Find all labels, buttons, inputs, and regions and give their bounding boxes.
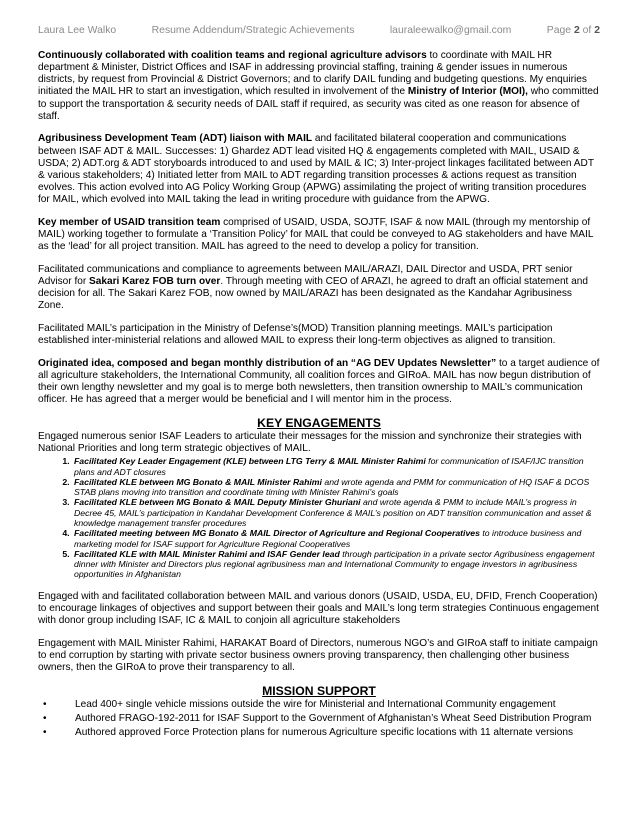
engagement-anti-corruption: Engagement with MAIL Minister Rahimi, HARAKAT Board of Directors, numerous NGO’s and GIRoA staff to initiate campaign to end corruption by starting with private sector business owners proving transparency, then challenging other business owners, then the GIRoA to prove their transparency to all. <box>38 637 598 674</box>
page-header <box>38 0 600 38</box>
list-item: 1. Facilitated Key Leader Engagement (KLE) between LTG Terry & MAIL Minister Rahimi for communication of ISAF/IJC transition plans and ADT closures <box>72 456 600 477</box>
achievement-adt-liaison: Agribusiness Development Team (ADT) liaison with MAIL and facilitated bilateral cooperation and communications between ISAF ADT & MAIL. Successes: 1) Ghardez ADT lead visited HQ & engagements completed with MAIL, USAID & USDA; 2) ADT.org & ADT storyboards introduced to and used by MAIL & IC; 3) Inter-project linkages facilitated between ADT & various stakeholders; 4) Initiated letter from MAIL to ADT regarding transition processes & actions request as transition evolves. This action evolved into AG Policy Working Group (APWG) assimilating the project of writing transition procedures for MAIL, which evolved into MAIL taking the lead in writing procedure with guidance from the APWG. <box>38 133 594 206</box>
engagement-donors: Engaged with and facilitated collaboration between MAIL and various donors (USAID, USDA, EU, DFID, French Cooperation) to encourage linkages of objectives and support between their goals and MAIL’s long term strategies Continuous engagement with donor group including ISAF, IC & MAIL to conjoin all agriculture stakeholders <box>38 590 599 627</box>
achievement-sakari-karez: Facilitated communications and compliance to agreements between MAIL/ARAZI, DAIL Director and USDA, PRT senior Advisor for Sakari Karez FOB turn over. Through meeting with CEO of ARAZI, he agreed to draft an official statement and decision for all. The Sakari Karez FOB, now owned by MAIL/ARAZI has been designated as the Kandahar Agribusiness Zone. <box>38 263 589 312</box>
list-item: 5. Facilitated KLE with MAIL Minister Rahimi and ISAF Gender lead through participation in a private sector Agribusiness engagement dinner with Minister and Directors plus regional agribusiness man and International Community to engage investors in agribusiness opportunities in Afghanistan <box>72 549 600 580</box>
mission-support-list <box>38 699 600 739</box>
header-name: Laura Lee Walko <box>38 25 117 36</box>
header-email: lauraleewalko@gmail.com <box>389 25 512 36</box>
section-heading-mission-support: MISSION SUPPORT <box>262 683 376 698</box>
key-engagements-intro: Engaged numerous senior ISAF Leaders to articulate their messages for the mission and synchronize their strategies with National Priorities and long term strategic objectives of MAIL. <box>38 430 582 455</box>
header-page-number: Page 2 of 2 <box>546 25 600 36</box>
header-doc-title: Resume Addendum/Strategic Achievements <box>151 25 355 36</box>
list-item: 3. Facilitated KLE between MG Bonato & MAIL Deputy Minister Ghuriani and wrote agenda & PMM to include MAIL’s progress in Decree 45, MAIL’s participation in Kandahar Development Conference & MAIL’s position on ADT transition communication and asset & knowledge management transfer procedures <box>72 497 600 528</box>
bullet-icon: • <box>43 712 47 724</box>
list-item: • Authored FRAGO-192-2011 for ISAF Support to the Government of Afghanistan’s Wheat Seed Distribution Program <box>43 712 592 724</box>
section-heading-key-engagements: KEY ENGAGEMENTS <box>257 415 381 430</box>
achievement-newsletter: Originated idea, composed and began monthly distribution of an “AG DEV Updates Newsletter” to a target audience of all agriculture stakeholders, the International Community, all coalition forces and GIRoA. MAIL has now begun distribution of their own lengthy newsletter and my goal is to merge both newsletters, then transition ownership to MAIL’s communication officer. He has agreed that a merger would be beneficial and I will mentor him in the process. <box>38 357 600 406</box>
achievement-usaid-transition: Key member of USAID transition team comprised of USAID, USDA, SOJTF, ISAF & now MAIL (through my mentorship of MAIL) working together to formulate a ‘Transition Policy’ for MAIL that could be conveyed to AG stakeholders and have MAIL as the ‘lead’ for all project transition. MAIL has agreed to the need to develop a policy for transition. <box>38 216 594 253</box>
achievement-coalition-teams: Continuously collaborated with coalition teams and regional agriculture advisors to coordinate with MAIL HR department & Minister, District Offices and ISAF in addressing provincial staffing, training & gender issues in numerous districts, by request from Provincial & District Governors; and to clarify DAIL funding and budgeting questions. My enquiries initiated the MAIL HR to start an investigation, which resulted in involvement of the Ministry of Interior (MOI), who committed to support the transportation & security needs of DAIL staff if required, as security was cited as one reason for absence of staff. <box>38 50 599 122</box>
bullet-icon: • <box>43 698 47 710</box>
key-engagements-list <box>38 456 600 580</box>
list-item: 2. Facilitated KLE between MG Bonato & MAIL Minister Rahimi and wrote agenda and PMM for communication of HQ ISAF & DCOS STAB plans moving into transition and coordinate timing with Minister Rahimi’s goals <box>72 477 600 498</box>
bullet-icon: • <box>43 727 47 739</box>
achievement-mod-transition: Facilitated MAIL’s participation in the Ministry of Defense’s(MOD) Transition planning meetings. MAIL’s participation established inter-ministerial relations and allowed MAIL to express their long-term objectives as aligned to transition. <box>38 322 556 347</box>
list-item: 4. Facilitated meeting between MG Bonato & MAIL Director of Agriculture and Regional Cooperatives to introduce business and marketing model for ISAF support for Agriculture Regional Cooperatives <box>72 528 600 549</box>
list-item: • Lead 400+ single vehicle missions outside the wire for Ministerial and International Community engagement <box>43 698 556 710</box>
list-item: • Authored approved Force Protection plans for numerous Agriculture specific locations with 11 alternate versions <box>43 727 574 739</box>
